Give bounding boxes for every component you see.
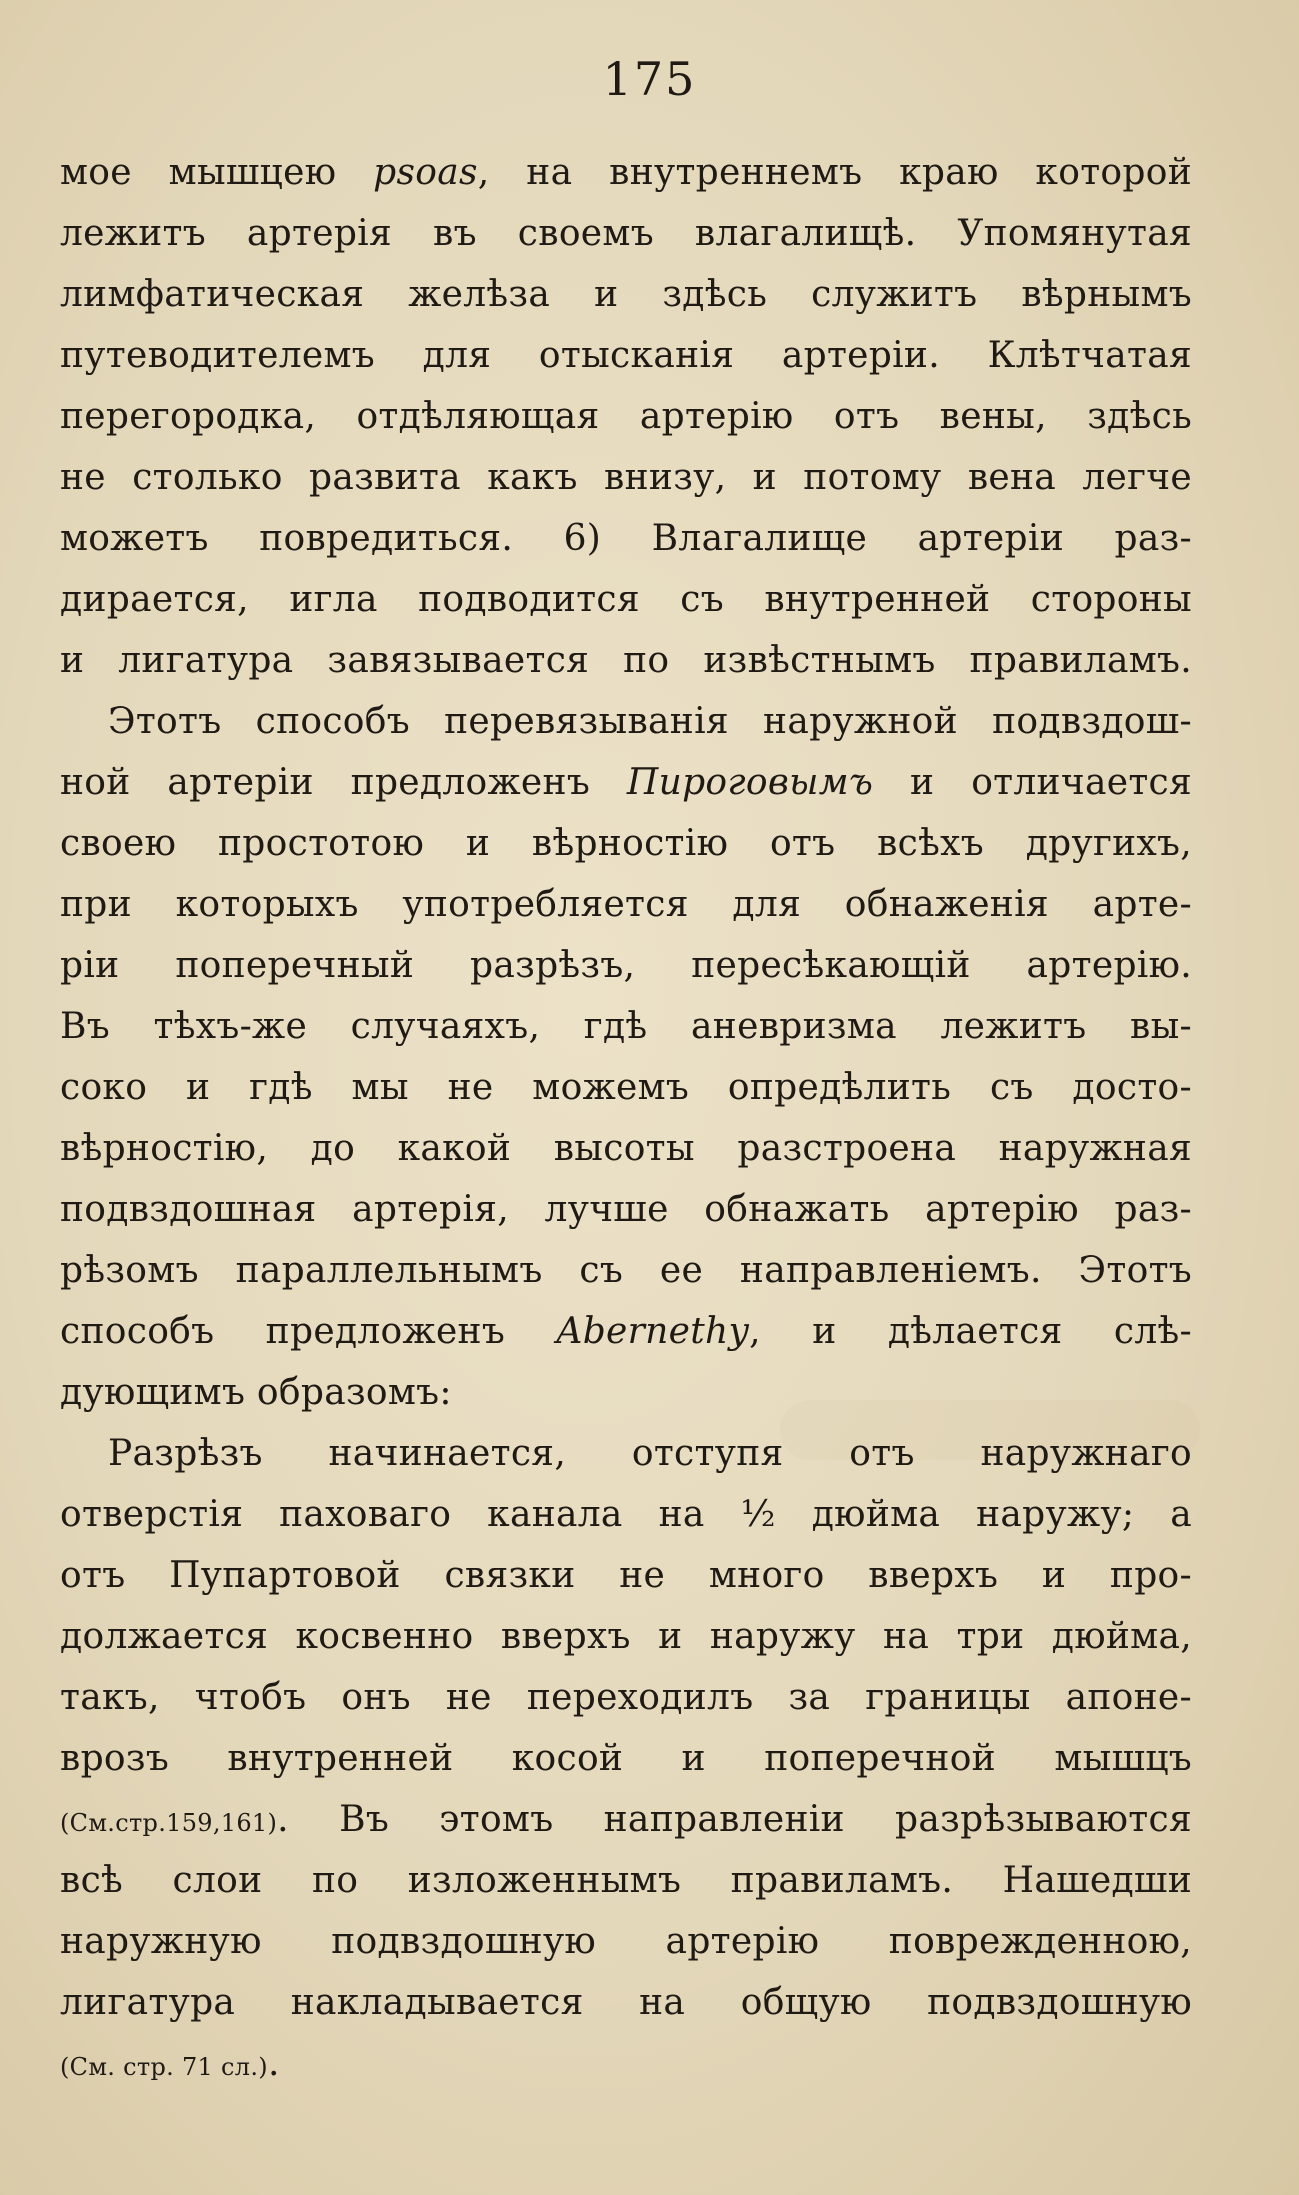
text-line-4: путеводителемъ для отысканія артеріи. Клѣтчатая bbox=[60, 335, 1192, 376]
text-line-2: лежитъ артерія въ своемъ влагалищѣ. Упомянутая bbox=[60, 213, 1192, 254]
text-line-11: ной артеріи предложенъ Пироговымъ и отличается bbox=[60, 762, 1192, 803]
text-line-13: при которыхъ употребляется для обнаженія арте- bbox=[60, 884, 1192, 925]
latin-term-psoas: psoas bbox=[373, 152, 478, 193]
text-line-6: не столько развита какъ внизу, и потому вена легче bbox=[60, 457, 1192, 498]
text-line-26: такъ, чтобъ онъ не переходилъ за границы апоне- bbox=[60, 1677, 1192, 1718]
text-line-18: подвздошная артерія, лучше обнажать артерію раз- bbox=[60, 1189, 1192, 1230]
text-line-3: лимфатическая желѣза и здѣсь служитъ вѣрнымъ bbox=[60, 274, 1192, 315]
text-line-32: (См. стр. 71 сл.). bbox=[60, 2043, 280, 2084]
page-reference: (См. стр. 71 сл.) bbox=[60, 2053, 268, 2081]
text-line-24: отъ Пупартовой связки не много вверхъ и про- bbox=[60, 1555, 1192, 1596]
page-reference: (См.стр.159,161) bbox=[60, 1809, 278, 1837]
text-line-10: Этотъ способъ перевязыванія наружной подвздош- bbox=[108, 701, 1192, 742]
author-name-abernethy: Abernethy bbox=[556, 1311, 750, 1352]
text-line-28: (См.стр.159,161). Въ этомъ направленіи разрѣзываются bbox=[60, 1799, 1192, 1840]
text-line-16: соко и гдѣ мы не можемъ опредѣлить съ досто- bbox=[60, 1067, 1192, 1108]
text-line-19: рѣзомъ параллельнымъ съ ее направленіемъ. Этотъ bbox=[60, 1250, 1192, 1291]
author-name-pirogov: Пироговымъ bbox=[626, 762, 874, 803]
text-line-27: врозъ внутренней косой и поперечной мышцъ bbox=[60, 1738, 1192, 1779]
text-line-20: способъ предложенъ Abernethy, и дѣлается слѣ- bbox=[60, 1311, 1192, 1352]
text-line-30: наружную подвздошную артерію поврежденною, bbox=[60, 1921, 1192, 1962]
text-line-17: вѣрностію, до какой высоты разстроена наружная bbox=[60, 1128, 1192, 1169]
text-line-14: ріи поперечный разрѣзъ, пересѣкающій артерію. bbox=[60, 945, 1192, 986]
page-number: 175 bbox=[602, 52, 697, 106]
text-line-22: Разрѣзъ начинается, отступя отъ наружнаго bbox=[108, 1433, 1192, 1474]
text-line-7: можетъ повредиться. 6) Влагалище артеріи раз- bbox=[60, 518, 1192, 559]
text-line-15: Въ тѣхъ-же случаяхъ, гдѣ аневризма лежитъ вы- bbox=[60, 1006, 1192, 1047]
text-line-9: и лигатура завязывается по извѣстнымъ правиламъ. bbox=[60, 640, 1192, 681]
text-line-25: должается косвенно вверхъ и наружу на три дюйма, bbox=[60, 1616, 1192, 1657]
text-line-5: перегородка, отдѣляющая артерію отъ вены, здѣсь bbox=[60, 396, 1192, 437]
text-line-23: отверстія паховаго канала на ½ дюйма наружу; а bbox=[60, 1494, 1192, 1535]
text-line-29: всѣ слои по изложеннымъ правиламъ. Нашедши bbox=[60, 1860, 1192, 1901]
body-text bbox=[60, 142, 1192, 2094]
text-line-31: лигатура накладывается на общую подвздошную bbox=[60, 1982, 1192, 2023]
text-line-1: мое мышцею psoas, на внутреннемъ краю которой bbox=[60, 152, 1192, 193]
text-line-21: дующимъ образомъ: bbox=[60, 1372, 452, 1413]
text-line-8: дирается, игла подводится съ внутренней стороны bbox=[60, 579, 1192, 620]
text-line-12: своею простотою и вѣрностію отъ всѣхъ другихъ, bbox=[60, 823, 1192, 864]
